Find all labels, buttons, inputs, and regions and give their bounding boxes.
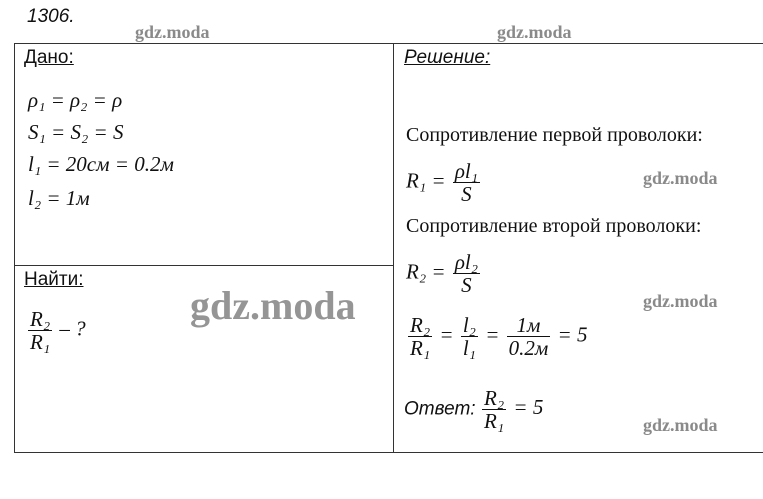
answer-line bbox=[404, 387, 543, 432]
watermark-center: gdz.moda bbox=[190, 283, 356, 328]
given-header: Дано: bbox=[24, 47, 74, 68]
solution-table bbox=[14, 43, 763, 453]
ratio-denominator-1: R₁ bbox=[410, 336, 431, 360]
column-divider bbox=[393, 43, 394, 453]
given-eq-area: S₁ = S₂ = S bbox=[28, 120, 124, 144]
find-expression bbox=[26, 308, 86, 353]
formula-r1 bbox=[406, 160, 482, 205]
r2-numerator: ρl₂ bbox=[454, 250, 479, 274]
row-divider bbox=[14, 265, 393, 266]
answer-formula bbox=[480, 386, 544, 433]
text-resistance-second: Сопротивление второй проволоки: bbox=[406, 215, 702, 237]
watermark-right-3: gdz.moda bbox=[643, 415, 718, 435]
ratio-denominator-2: l₁ bbox=[462, 336, 476, 360]
given-eq-length2: l₂ = 1м bbox=[28, 186, 90, 210]
solution-header: Решение: bbox=[404, 47, 491, 68]
find-numerator: R₂ bbox=[30, 307, 51, 331]
r2-lhs: R₂ = bbox=[406, 259, 446, 284]
ratio-numerator-1: R₂ bbox=[410, 313, 431, 337]
formula-r2 bbox=[406, 251, 482, 296]
r1-denominator: S bbox=[461, 182, 472, 206]
answer-label: Ответ: bbox=[404, 398, 476, 420]
problem-number: 1306. bbox=[27, 6, 75, 27]
ratio-numerator-2: l₂ bbox=[462, 313, 476, 337]
watermark-right-1: gdz.moda bbox=[643, 168, 718, 188]
r2-denominator: S bbox=[461, 273, 472, 297]
ratio-result: = 5 bbox=[557, 322, 588, 347]
watermark-top-left: gdz.moda bbox=[135, 22, 210, 42]
answer-numerator: R₂ bbox=[484, 386, 505, 410]
answer-result: = 5 bbox=[513, 395, 544, 420]
ratio-denominator-3: 0.2м bbox=[508, 336, 549, 360]
ratio-numerator-3: 1м bbox=[507, 314, 551, 337]
answer-denominator: R₁ bbox=[484, 409, 505, 433]
r1-numerator: ρl₁ bbox=[454, 159, 479, 183]
find-denominator: R₁ bbox=[30, 330, 51, 354]
text-resistance-first: Сопротивление первой проволоки: bbox=[406, 124, 703, 146]
given-eq-length1: l₁ = 20см = 0.2м bbox=[28, 152, 174, 176]
watermark-top-right: gdz.moda bbox=[497, 22, 572, 42]
find-header: Найти: bbox=[24, 269, 84, 290]
given-eq-density: ρ₁ = ρ₂ = ρ bbox=[28, 88, 123, 112]
watermark-right-2: gdz.moda bbox=[643, 291, 718, 311]
r1-lhs: R₁ = bbox=[406, 168, 446, 193]
formula-ratio: $\frac{\text{R₂}}{\text{R₁}}$ = $\frac{\text{l₂}}{\text{l₁}}$ = $\frac{1м}{0.2м}$ = 5 bbox=[410, 313, 588, 360]
find-suffix: – ? bbox=[59, 316, 86, 341]
